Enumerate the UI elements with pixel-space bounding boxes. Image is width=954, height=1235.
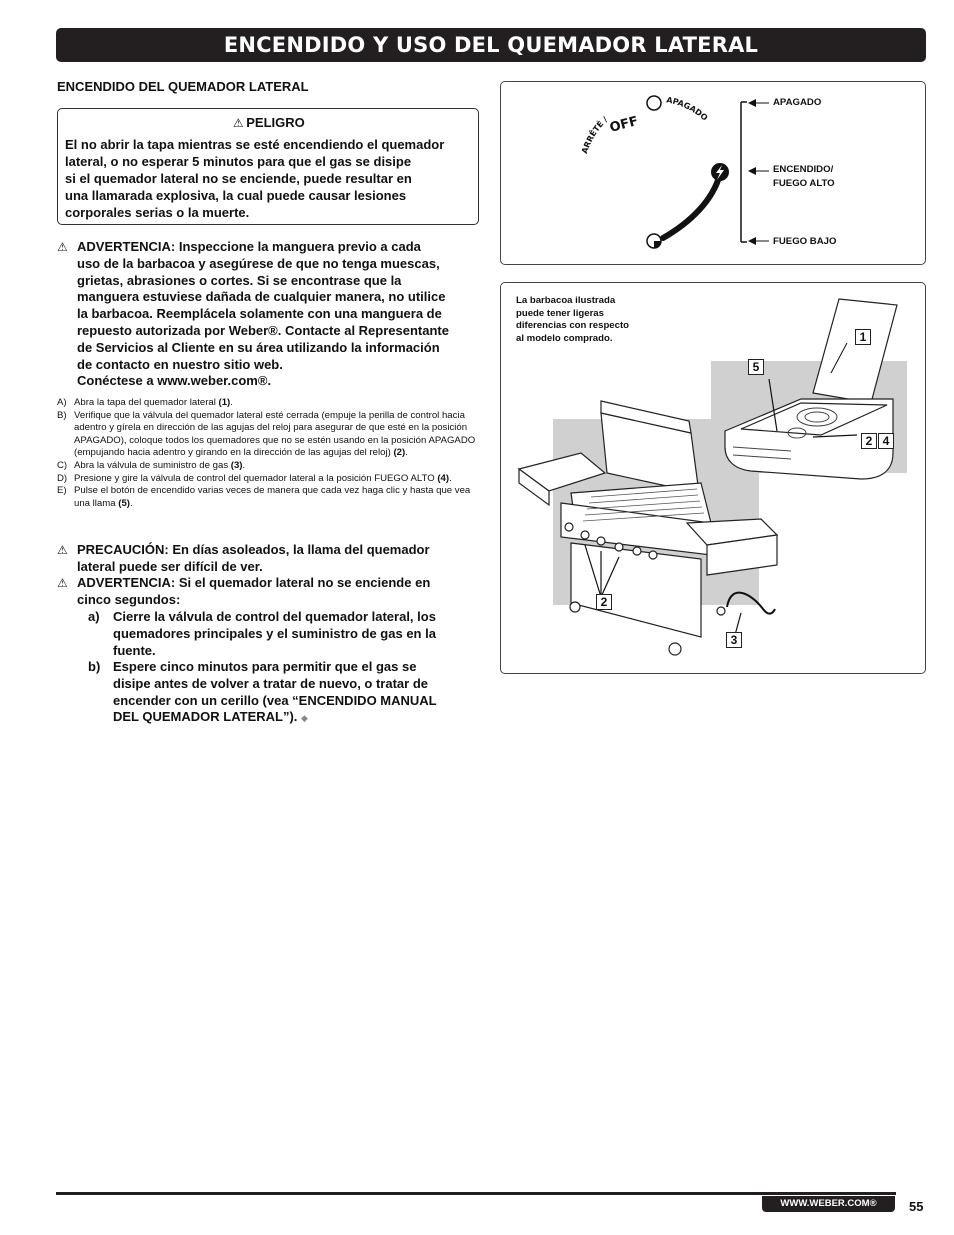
warning-line: Conéctese a www.weber.com®. (77, 373, 272, 389)
warning-line: de contacto en nuestro sitio web. (77, 356, 283, 372)
warning-line: cinco segundos: (77, 591, 181, 607)
warning-line: uso de la barbacoa y asegúrese de que no tenga muescas, (77, 255, 440, 271)
substep-item: a) Cierre la válvula de control del quemador lateral, los quemadores principales y el suministro de gas en la fuente. (88, 609, 436, 658)
callout-5: 5 (748, 359, 764, 375)
step-item: E) Pulse el botón de encendido varias veces de manera que cada vez haga clic y hasta que vea una llama (5). (57, 485, 471, 509)
warning-line: repuesto autorizada por Weber®. Contacte al Representante (77, 322, 449, 338)
danger-box (57, 108, 479, 225)
footer-rule (56, 1192, 896, 1195)
warning-triangle-icon: ⚠ (57, 240, 68, 254)
page-number: 55 (909, 1199, 924, 1214)
dial-illustration (501, 82, 927, 266)
dial-label-high-2: FUEGO ALTO (773, 178, 835, 189)
callout-2-knobs: 2 (596, 594, 612, 610)
warning-line: grietas, abrasiones o cortes. Si se encontrase que la (77, 272, 402, 288)
dial-label-high-1: ENCENDIDO/ (773, 164, 834, 175)
danger-text (65, 136, 470, 221)
diamond-end-icon: ◆ (301, 713, 308, 724)
page-title: ENCENDIDO Y USO DEL QUEMADOR LATERAL (223, 33, 759, 57)
step-item: A) Abra la tapa del quemador lateral (1). (57, 397, 233, 408)
danger-line: lateral, o no esperar 5 minutos para que el gas se disipe (65, 154, 412, 169)
step-item: D) Presione y gire la válvula de control del quemador lateral a la posición FUEGO ALTO (4). (57, 472, 452, 484)
danger-line: si el quemador lateral no se enciende, puede resultar en (65, 171, 412, 186)
warning-line: manguera estuviese dañada de cualquier manera, no utilice (77, 289, 446, 305)
danger-title: ⚠ PELIGRO (65, 115, 470, 130)
substep-item: b) Espere cinco minutos para permitir que el gas se disipe antes de volver a tratar de nuevo, o tratar de encender con un cerillo (vea “ENCENDIDO MANUAL DEL QUEMADOR LATERAL”). ◆ (88, 659, 437, 725)
lighting-steps (57, 397, 477, 510)
callout-3: 3 (726, 632, 742, 648)
grill-figure (500, 282, 926, 674)
warning-triangle-icon: ⚠ (57, 576, 68, 590)
callout-1: 1 (855, 329, 871, 345)
warning-line: de Servicios al Cliente en su área utilizando la información (77, 339, 440, 355)
footer-website[interactable]: WWW.WEBER.COM® (762, 1196, 895, 1212)
figure-note: La barbacoa ilustrada puede tener ligeras diferencias con respecto al modelo comprado. (516, 295, 630, 344)
control-dial-figure (500, 81, 926, 265)
warning-hose-inspection (57, 239, 479, 390)
warning-line: ADVERTENCIA: Inspeccione la manguera previo a cada (77, 239, 421, 254)
callout-2-side: 2 (861, 433, 877, 449)
warning-triangle-icon: ⚠ (232, 116, 244, 130)
danger-line: El no abrir la tapa mientras se esté encendiendo el quemador (65, 137, 445, 152)
warning-line: ADVERTENCIA: Si el quemador lateral no se enciende en (77, 575, 431, 590)
page-title-banner (56, 28, 926, 62)
step-item: B) Verifique que la válvula del quemador lateral esté cerrada (empuje la perilla de control hacia adentro y gírela en dirección de las agujas del reloj para asegurar de que esté en la posición APAGADO), coloque todos los quemadores que no se estén usando en la posición APAGADO (empujando hacia adentro y girando en la dirección de las agujas del reloj) (2). (57, 409, 476, 459)
warning-line: la barbacoa. Reemplácela solamente con una manguera de (77, 306, 442, 322)
svg-text:ARRÊTÉ /: ARRÊTÉ / (580, 114, 610, 155)
callout-4: 4 (878, 433, 894, 449)
caution-line: lateral puede ser difícil de ver. (77, 558, 263, 574)
dial-label-off: APAGADO (773, 97, 822, 108)
danger-line: corporales serias o la muerte. (65, 205, 250, 220)
warning-no-ignition (57, 575, 479, 609)
warning-triangle-icon: ⚠ (57, 543, 68, 557)
svg-text:APAGADO: APAGADO (665, 95, 710, 123)
caution-sunny-days (57, 542, 479, 576)
svg-text:OFF: OFF (608, 113, 640, 136)
dial-label-low: FUEGO BAJO (773, 236, 837, 247)
caution-line: PRECAUCIÓN: En días asoleados, la llama del quemador (77, 542, 430, 557)
step-item: C) Abra la válvula de suministro de gas (3). (57, 459, 246, 471)
section-subheading: ENCENDIDO DEL QUEMADOR LATERAL (57, 79, 309, 94)
danger-line: una llamarada explosiva, la cual puede causar lesiones (65, 188, 407, 203)
